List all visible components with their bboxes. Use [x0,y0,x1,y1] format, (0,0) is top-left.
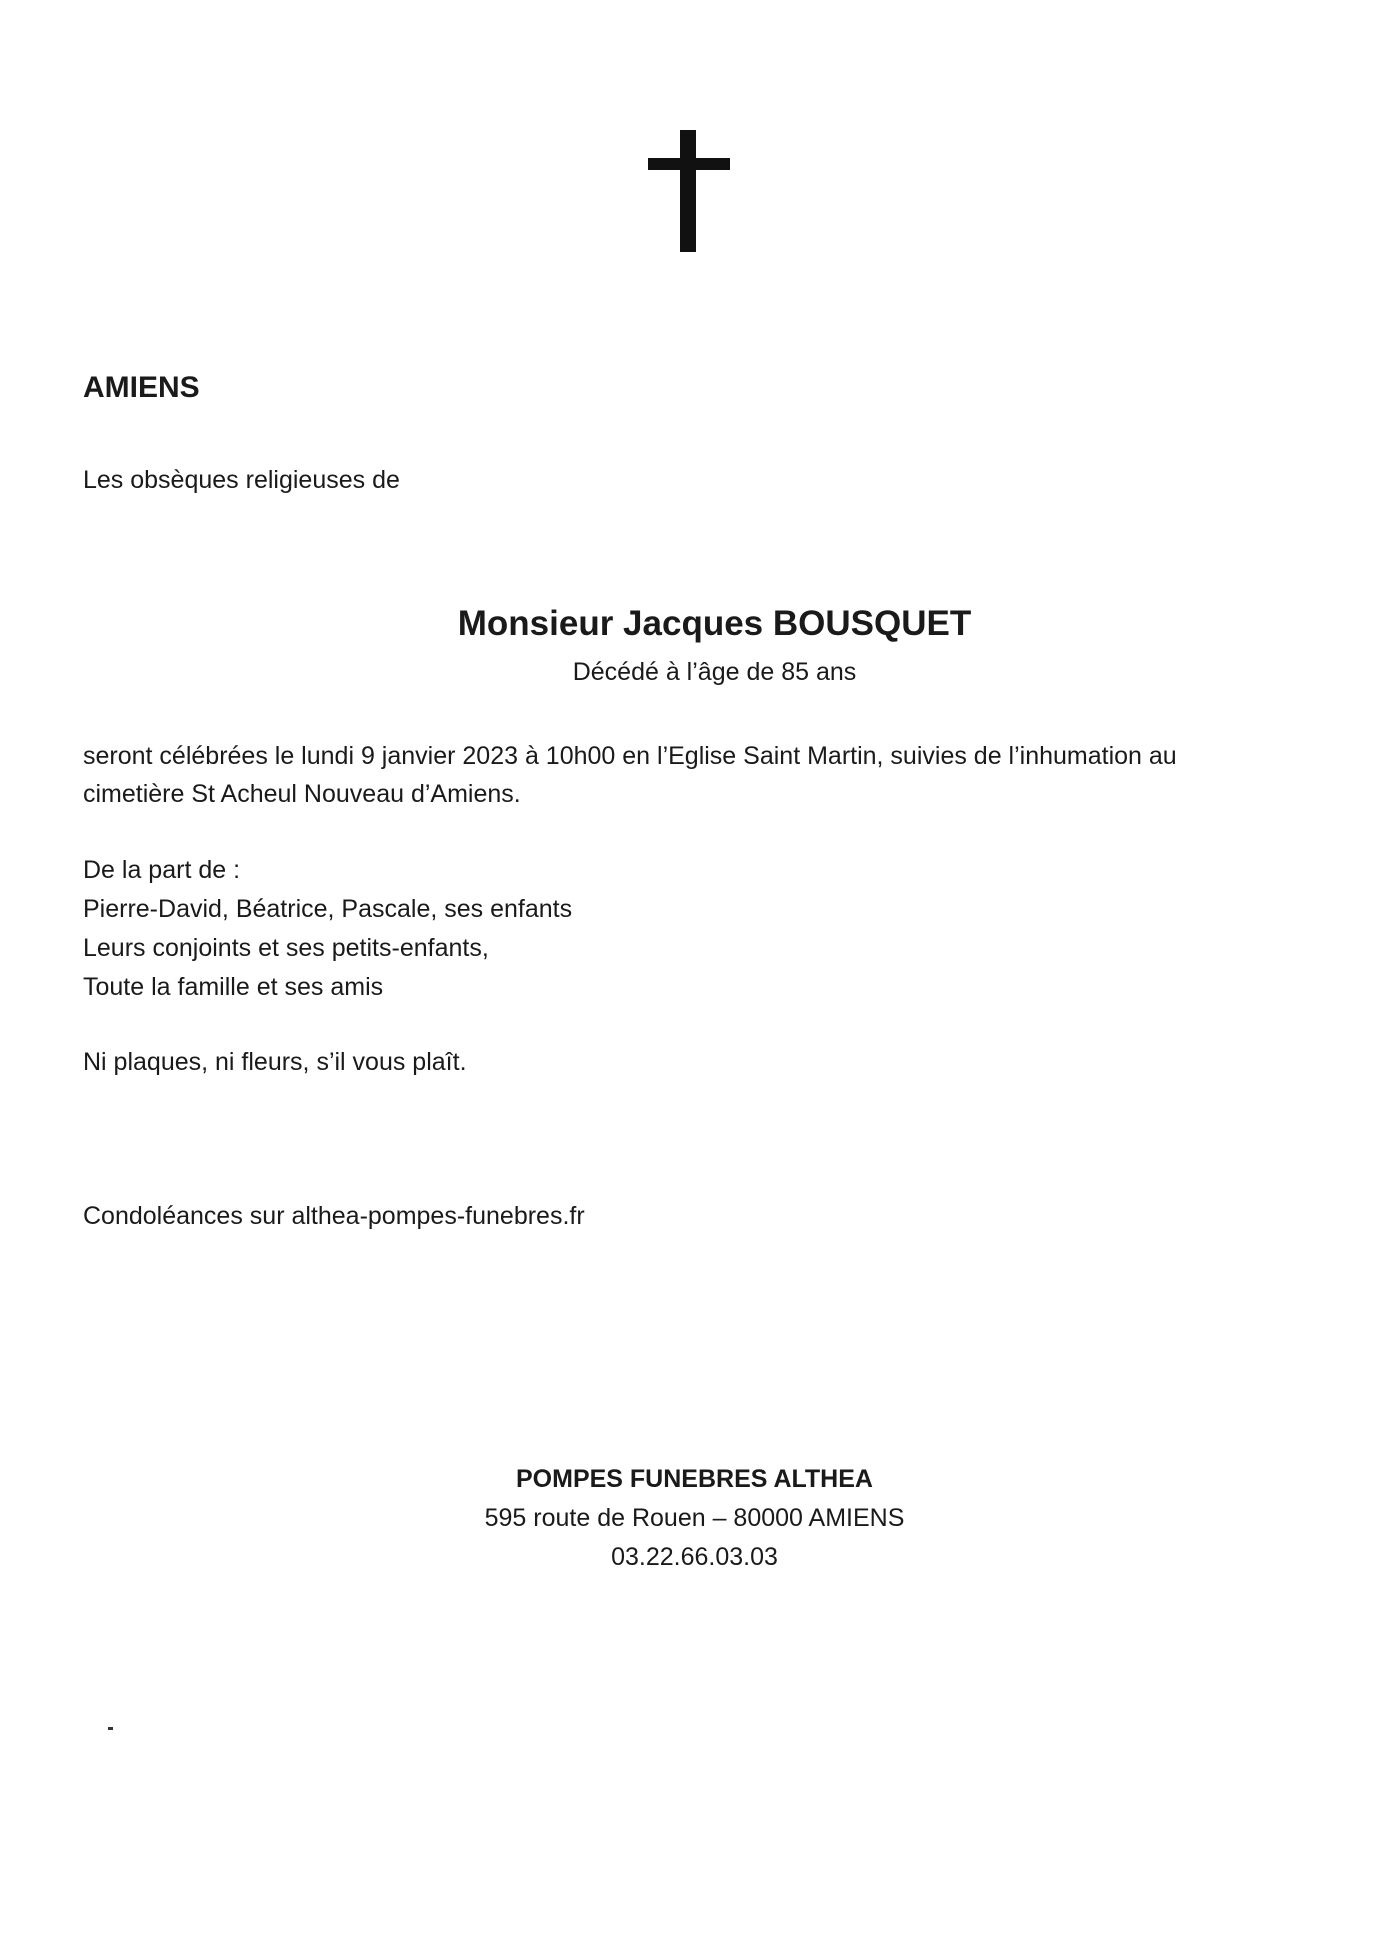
cross-icon [648,130,730,252]
city-heading: AMIENS [83,371,200,404]
from-line: De la part de : [83,856,241,884]
intro-text: Les obsèques religieuses de [83,466,400,494]
funeral-home-block [0,1460,1379,1577]
cross-vertical-bar [680,130,696,252]
deceased-age: Décédé à l’âge de 85 ans [572,658,857,686]
from-line: Pierre-David, Béatrice, Pascale, ses enfants [83,895,573,923]
deceased-name: Monsieur Jacques BOUSQUET [457,604,972,643]
from-line: Leurs conjoints et ses petits-enfants, [83,934,489,962]
family-block [83,851,572,1007]
cross-horizontal-bar [648,158,730,170]
scan-speck [108,1727,113,1730]
funeral-home-address: 595 route de Rouen – 80000 AMIENS [484,1504,905,1532]
funeral-home-phone: 03.22.66.03.03 [611,1543,778,1571]
flowers-request: Ni plaques, ni fleurs, s’il vous plaît. [83,1048,467,1076]
condolences-text: Condoléances sur althea-pompes-funebres.fr [83,1202,585,1230]
ceremony-details: seront célébrées le lundi 9 janvier 2023 à 10h00 en l’Eglise Saint Martin, suivies de l’inhumation au cimetière St Acheul Nouveau d’Amiens. [83,742,1177,808]
from-line: Toute la famille et ses amis [83,973,384,1001]
funeral-home-name: POMPES FUNEBRES ALTHEA [516,1465,873,1493]
